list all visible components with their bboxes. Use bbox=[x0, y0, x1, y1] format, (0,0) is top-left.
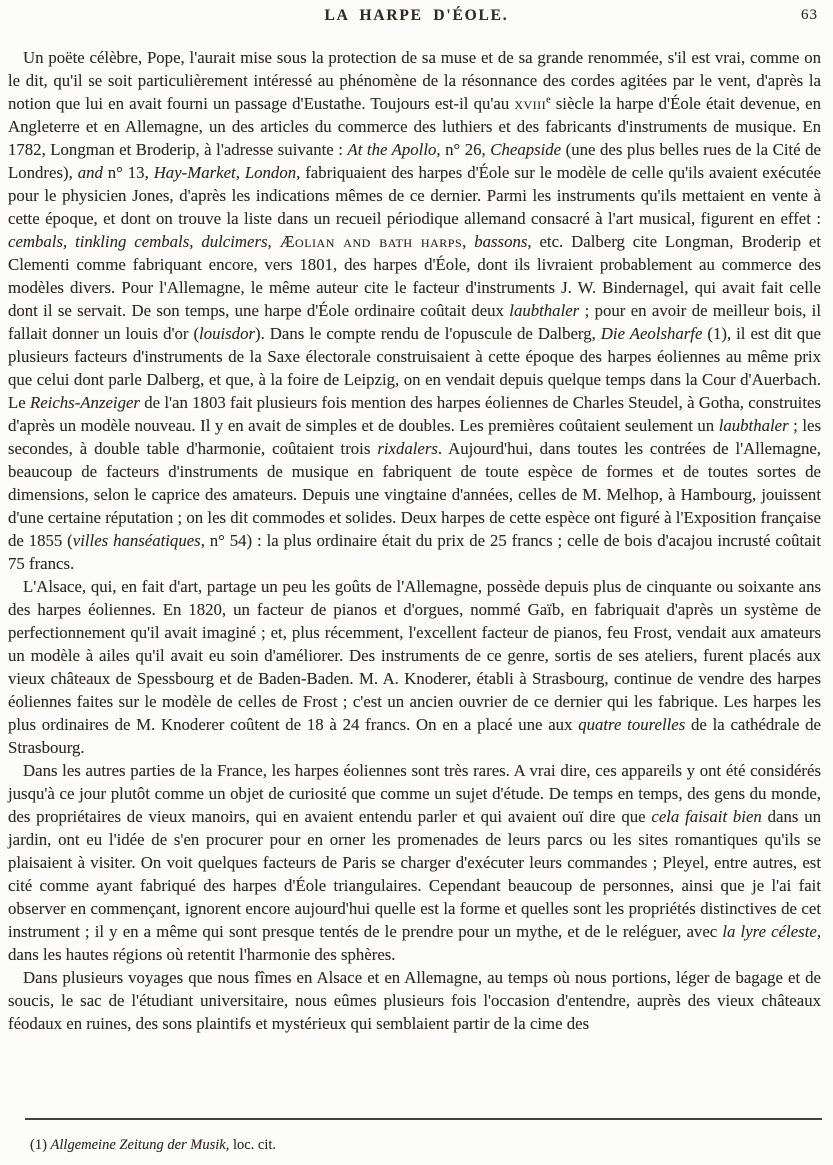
footnote-area bbox=[0, 1110, 833, 1155]
footnote: (1) Allgemeine Zeitung der Musik, loc. cit. bbox=[30, 1137, 277, 1153]
paragraph-3: Dans les autres parties de la France, les harpes éoliennes sont très rares. A vrai dire, ces appareils y ont été considérés jusqu'à ce jour plutôt comme un objet de curiosité que comme un sujet d'étude. De temps en temps, des gens du monde, des propriétaires de vieux manoirs, qui en avaient entendu parler et qui avaient ouï dire que cela faisait bien dans un jardin, ont eu l'idée de s'en procurer pour en orner les promenades de leurs parcs ou les sites romantiques qu'ils se plaisaient à visiter. On voit quelques facteurs de Paris se charger d'exécuter leurs commandes ; Pleyel, entre autres, est cité comme ayant fabriqué des harpes d'Éole triangulaires. Cependant beaucoup de personnes, ainsi que je l'ai fait observer en commençant, ignorent encore aujourd'hui quelle est la forme et quelles sont les propriétés distinctives de cet instrument ; il y en a même qui sont presque tentés de le prendre pour un mythe, et de le reléguer, avec la lyre céleste, dans les hautes régions où retentit l'harmonie des sphères. bbox=[8, 761, 822, 964]
paragraph-1: Un poëte célèbre, Pope, l'aurait mise sous la protection de sa muse et de sa grande renommée, s'il est vrai, comme on le dit, qu'il se soit particulièrement intéressé au phénomène de la résonnance des cordes agitées par le vent, d'après la notion que lui en avait fourni un passage d'Eustathe. Toujours est-il qu'au xviii$^e$ siècle la harpe d'Éole était devenue, en Angleterre et en Allemagne, un des articles du commerce des luthiers et des fabricants d'instruments de musique. En 1782, Longman et Broderip, à l'adresse suivante : At the Apollo, n° 26, Cheapside (une des plus belles rues de la Cité de Londres), and n° 13, Hay-Market, London, fabriquaient des harpes d'Éole sur le modèle de celle qu'ils avaient exécutée pour le physicien Jones, d'après les indications mêmes de ce dernier. Parmi les instruments qu'ils mettaient en vente à cette époque, et dont on trouve la liste dans un recueil périodique allemand consacré à l'art musical, figurent en effet : cembals, tinkling cembals, dulcimers, Æolian and bath harps, bassons, etc. Dalberg cite Longman, Broderip et Clementi comme fabriquant encore, vers 1801, des harpes d'Éole, dont ils livraient probablement au commerce des modèles divers. Pour l'Allemagne, le même auteur cite le facteur d'instruments J. W. Bindernagel, qui avait fait celle dont il se servait. De son temps, une harpe d'Éole ordinaire coûtait deux laubthaler ; pour en avoir de meilleur bois, il fallait donner un louis d'or (louisdor). Dans le compte rendu de l'opuscule de Dalberg, Die Aeolsharfe (1), il est dit que plusieurs facteurs d'instruments de la Saxe électorale construisaient à cette époque des harpes éoliennes au même prix que celui dont parle Dalberg, et que, à la foire de Leipzig, on en vendait depuis quelque temps dans la Cour d'Auerbach. Le Reichs-Anzeiger de l'an 1803 fait plusieurs fois mention des harpes éoliennes de Charles Steudel, à Gotha, construites d'après un modèle nouveau. Il y en avait de simples et de doubles. Les premières coûtaient seulement un laubthaler ; les secondes, à double table d'harmonie, coûtaient trois rixdalers. Aujourd'hui, dans toutes les contrées de l'Allemagne, beaucoup de facteurs d'instruments de musique en fabriquent de toute espèce de formes et de toutes sortes de dimensions, selon le caprice des amateurs. Depuis une vingtaine d'années, celles de M. Melhop, à Hambourg, jouissent d'une certaine réputation ; on les dit commodes et solides. Deux harpes de cette espèce ont figuré à l'Exposition française de 1855 (villes hanséatiques, n° 54) : la plus ordinaire était du prix de 25 francs ; celle de bois d'acajou incrusté coûtait 75 francs. bbox=[8, 48, 822, 573]
page-number: 63 bbox=[801, 7, 818, 23]
footnote-divider bbox=[25, 1118, 822, 1120]
paragraph-2: L'Alsace, qui, en fait d'art, partage un peu les goûts de l'Allemagne, possède depuis plus de cinquante ou soixante ans des harpes éoliennes. En 1820, un facteur de pianos et d'orgues, nommé Gaïb, en fabriquait d'après un système de perfectionnement qu'il avait imaginé ; et, plus récemment, l'excellent facteur de pianos, feu Frost, vendait aux amateurs un modèle à ailes qu'il avait eu soin d'améliorer. Des instruments de ce genre, sortis de ses ateliers, furent placés aux vieux châteaux de Spessbourg et de Baden-Baden. M. A. Knoderer, établi à Strasbourg, continue de vendre des harpes éoliennes faites sur le modèle de celles de Frost ; c'est un ancien ouvrier de ce dernier qui les fabrique. Les harpes les plus ordinaires de M. Knoderer coûtent de 18 à 24 francs. On en a placé une aux quatre tourelles de la cathédrale de Strasbourg. bbox=[8, 577, 821, 757]
page-header bbox=[0, 0, 833, 37]
page-title: LA HARPE D'ÉOLE. bbox=[324, 7, 509, 24]
paragraph-4: Dans plusieurs voyages que nous fîmes en Alsace et en Allemagne, au temps où nous portions, léger de bagage et de soucis, le sac de l'étudiant universitaire, nous eûmes plusieurs fois l'occasion d'entendre, auprès des vieux châteaux féodaux en ruines, des sons plaintifs et mystérieux qui semblaient partir de la cime des bbox=[8, 968, 821, 1033]
page-body bbox=[0, 37, 833, 1035]
